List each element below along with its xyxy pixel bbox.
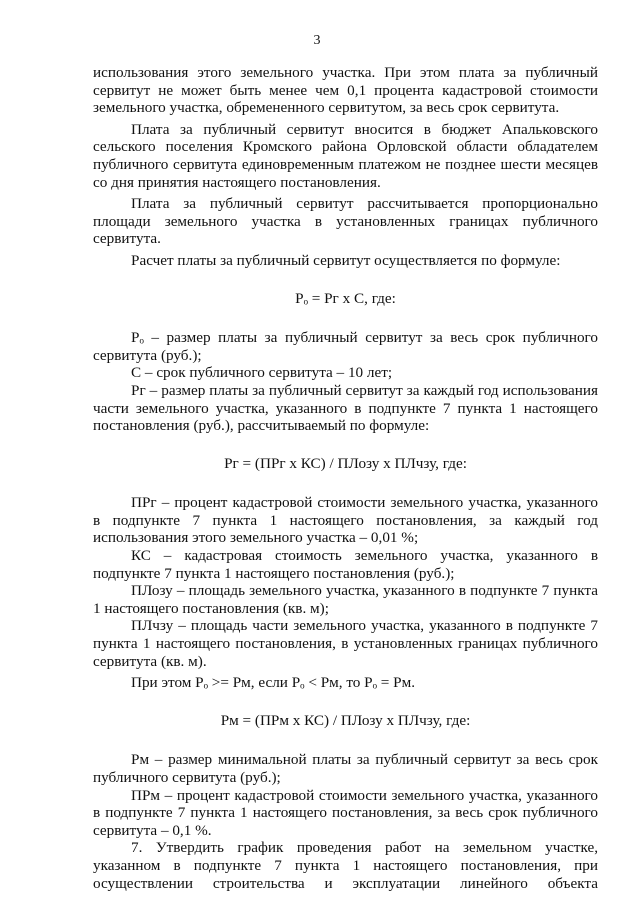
paragraph-def-c: С – срок публичного сервитута – 10 лет; [131,364,393,382]
paragraph-def-rm: Рм – размер минимальной платы за публичный сервитут за весь срок публичного сервитута (руб.); [93,751,598,786]
paragraph-fee-payment: Плата за публичный сервитут вносится в бюджет Апальковского сельского поселения Кромского района Орловской области обладателем публичного сервитута единовременным платежом не позднее шести месяцев со дня принятия настоящего постановления. [93,120,598,191]
formula-total-fee: Рₒ = Рг х С, где: [295,289,396,307]
paragraph-def-plchzu: ПЛчзу – площадь части земельного участка, указанного в подпункте 7 пункта 1 настоящего постановления, в установленных границах публичного сервитута (кв. м). [93,617,598,670]
paragraph-fee-minimum: использования этого земельного участка. При этом плата за публичный сервитут не может быть менее чем 0,1 процента кадастровой стоимости земельного участка, обремененного сервитутом, за весь срок сервитута. [93,64,598,117]
paragraph-formula-intro: Расчет платы за публичный сервитут осуществляется по формуле: [131,251,561,269]
paragraph-def-prm: ПРм – процент кадастровой стоимости земельного участка, указанного в подпункте 7 пункта 1 настоящего постановления, за весь срок публичного сервитута – 0,1 %. [93,786,598,839]
formula-annual-fee: Рг = (ПРг х КС) / ПЛозу х ПЛчзу, где: [224,454,467,472]
paragraph-def-prg: ПРг – процент кадастровой стоимости земельного участка, указанного в подпункте 7 пункта 1 настоящего постановления, за каждый год использования этого земельного участка – 0,01 %; [93,494,598,547]
formula-minimum-fee: Рм = (ПРм х КС) / ПЛозу х ПЛчзу, где: [220,711,471,729]
paragraph-fee-proportional: Плата за публичный сервитут рассчитывается пропорционально площади земельного участка в установленных границах публичного сервитута. [93,195,598,248]
paragraph-def-ro: Рₒ – размер платы за публичный сервитут за весь срок публичного сервитута (руб.); [93,329,598,364]
paragraph-def-ks: КС – кадастровая стоимость земельного участка, указанного в подпункте 7 пункта 1 настоящего постановления (руб.); [93,547,598,582]
paragraph-item-7: 7. Утвердить график проведения работ на земельном участке, указанном в подпункте 7 пункта 1 настоящего постановления, при осуществлении строительства и эксплуатации линейного объекта [93,839,598,892]
paragraph-def-plozu: ПЛозу – площадь земельного участка, указанного в подпункте 7 пункта 1 настоящего постановления (кв. м); [93,582,598,617]
paragraph-def-rg: Рг – размер платы за публичный сервитут за каждый год использования части земельного участка, указанного в подпункте 7 пункта 1 настоящего постановления (руб.), рассчитываемый по формуле: [93,381,598,435]
document-body [93,64,598,892]
paragraph-min-condition: При этом Рₒ >= Рм, если Рₒ < Рм, то Рₒ = Рм. [131,674,416,692]
page-number: 3 [313,33,321,48]
